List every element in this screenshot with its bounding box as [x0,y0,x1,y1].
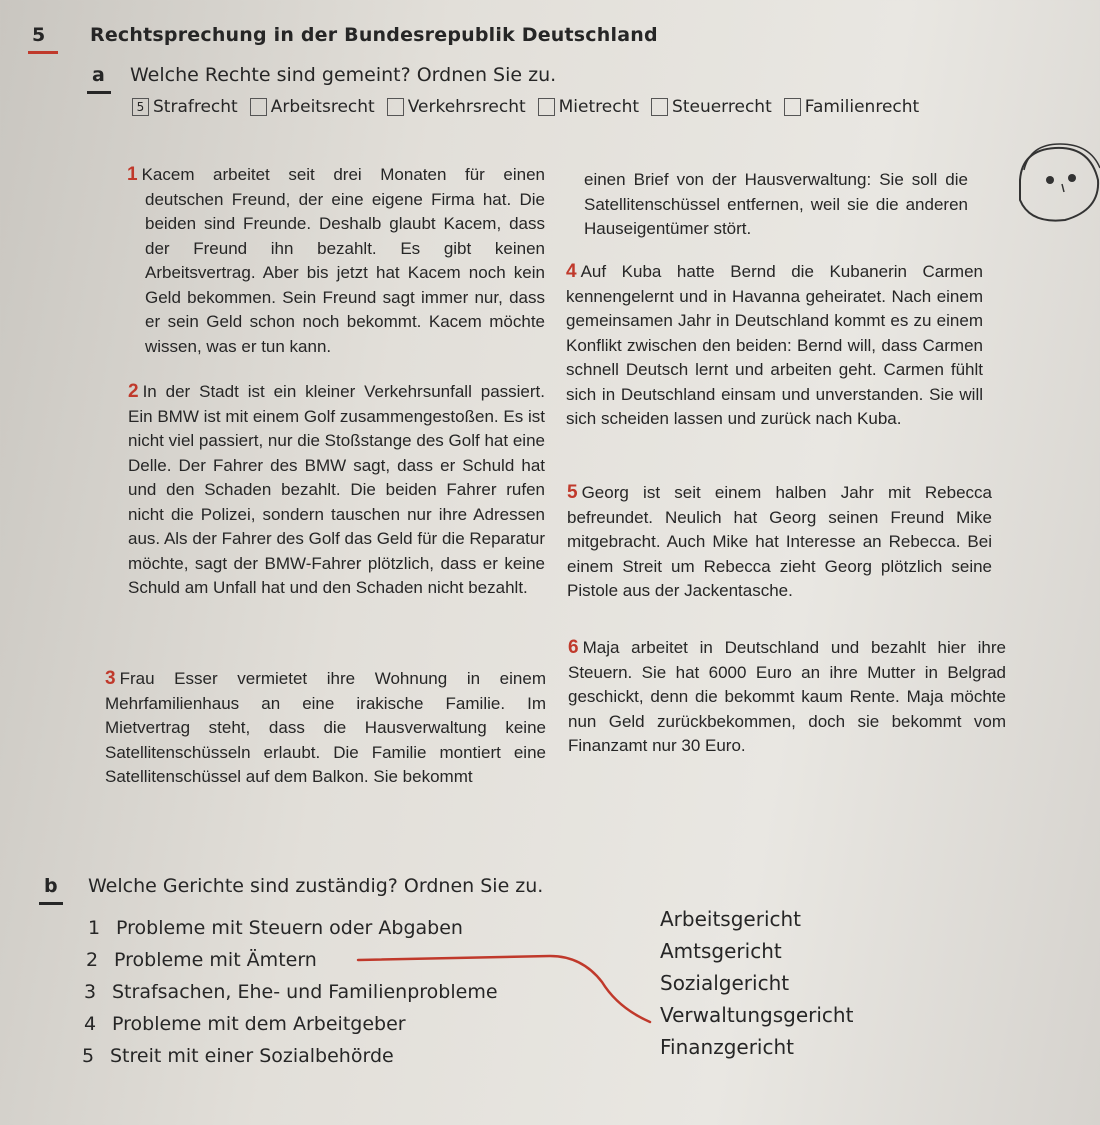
law-option-verkehrsrecht[interactable]: Verkehrsrecht [387,97,526,117]
problem-item-3: 3 Strafsachen, Ehe- und Familienprobleme [84,981,498,1003]
court-item-2: Amtsgericht [660,939,782,963]
case-4: 4 Auf Kuba hatte Bernd die Kubanerin Carmen kennengelernt und in Havanna geheiratet. Nach einem gemeinsamen Jahr in Deutschland kommt es zu einem Konflikt zwischen den beiden: Bernd will, dass Carmen schnell Deutsch lernt und arbeiten geht. Carmen fühlt sich in Deutschland einsam und unverstanden. Sie will sich scheiden lassen und zurück nach Kuba. [566,261,983,428]
case-5: 5 Georg ist seit einem halben Jahr mit Rebecca befreundet. Neulich hat Georg seinen Freund Mike mitgebracht. Auch Mike hat Interesse an Rebecca. Bei einem Streit um Rebecca zieht Georg plötzlich seine Pistole aus der Jackentasche. [567,482,992,600]
case-3: 3 Frau Esser vermietet ihre Wohnung in einem Mehrfamilienhaus an eine irakische Familie. Im Mietvertrag steht, dass die Hausverwaltung keine Satellitenschüsseln erlaubt. Die Familie montiert eine Satellitenschüssel auf dem Balkon. Sie bekommt [105,668,546,786]
answer-box[interactable]: 5 [132,98,149,116]
case-6: 6 Maja arbeitet in Deutschland und bezahlt hier ihre Steuern. Sie hat 6000 Euro an ihre Mutter in Belgrad geschickt, denn die bekommt kaum Rente. Maja möchte nun Geld zurückbekommen, doch sie bekommt vom Finanzamt nur 30 Euro. [568,637,1006,755]
case-3-continued: einen Brief von der Hausverwaltung: Sie soll die Satellitenschüssel entfernen, weil sie die anderen Hauseigentümer stört. [584,170,968,238]
law-option-strafrecht[interactable]: 5 Strafrecht [132,97,238,117]
answer-box[interactable] [538,98,555,116]
exercise-title: Rechtsprechung in der Bundesrepublik Deutschland [90,24,658,46]
law-option-steuerrecht[interactable]: Steuerrecht [651,97,772,117]
face-illustration [1010,140,1100,230]
law-option-familienrecht[interactable]: Familienrecht [784,97,919,117]
court-item-1: Arbeitsgericht [660,907,802,931]
case-1: 1 Kacem arbeitet seit drei Monaten für einen deutschen Freund, der eine eigene Firma hat. Die beiden sind Freunde. Deshalb glaubt Kacem, dass der Freund ihn bezahlt. Es gibt keinen Arbeitsvertrag. Aber bis jetzt hat Kacem noch kein Geld bekommen. Sein Freund sagt immer nur, dass er sein Geld schon noch bekommt. Kacem möchte wissen, was er tun kann. [127,164,545,356]
section-b-question: Welche Gerichte sind zuständig? Ordnen Sie zu. [88,875,544,897]
section-b-letter: b [44,875,58,897]
match-line [350,950,660,1030]
answer-box[interactable] [651,98,668,116]
problem-item-1: 1 Probleme mit Steuern oder Abgaben [88,917,463,939]
section-a-letter: a [92,64,105,86]
answer-box[interactable] [387,98,404,116]
law-options [132,97,982,117]
law-option-mietrecht[interactable]: Mietrecht [538,97,639,117]
problem-item-2: 2 Probleme mit Ämtern [86,949,317,971]
problem-item-5: 5 Streit mit einer Sozialbehörde [82,1045,394,1067]
answer-box[interactable] [784,98,801,116]
court-item-3: Sozialgericht [660,971,790,995]
exercise-number: 5 [32,24,45,46]
court-item-5: Finanzgericht [660,1035,795,1059]
problem-item-4: 4 Probleme mit dem Arbeitgeber [84,1013,406,1035]
case-2: 2 In der Stadt ist ein kleiner Verkehrsunfall passiert. Ein BMW ist mit einem Golf zusammengestoßen. Es ist nicht viel passiert, nur die Stoßstange des Golf hat eine Delle. Der Fahrer des BMW sagt, dass er Schuld hat und den Schaden bezahlt. Die beiden Fahrer rufen nicht die Polizei, sondern tauschen nur ihre Adressen aus. Als der Fahrer des Golf das Geld für die Reparatur möchte, sagt der BMW-Fahrer plötzlich, dass er keine Schuld am Unfall hat und den Schaden nicht bezahlt. [128,381,545,597]
section-a-question: Welche Rechte sind gemeint? Ordnen Sie zu. [130,64,557,86]
answer-box[interactable] [250,98,267,116]
law-option-arbeitsrecht[interactable]: Arbeitsrecht [250,97,375,117]
court-item-4: Verwaltungsgericht [660,1003,854,1027]
